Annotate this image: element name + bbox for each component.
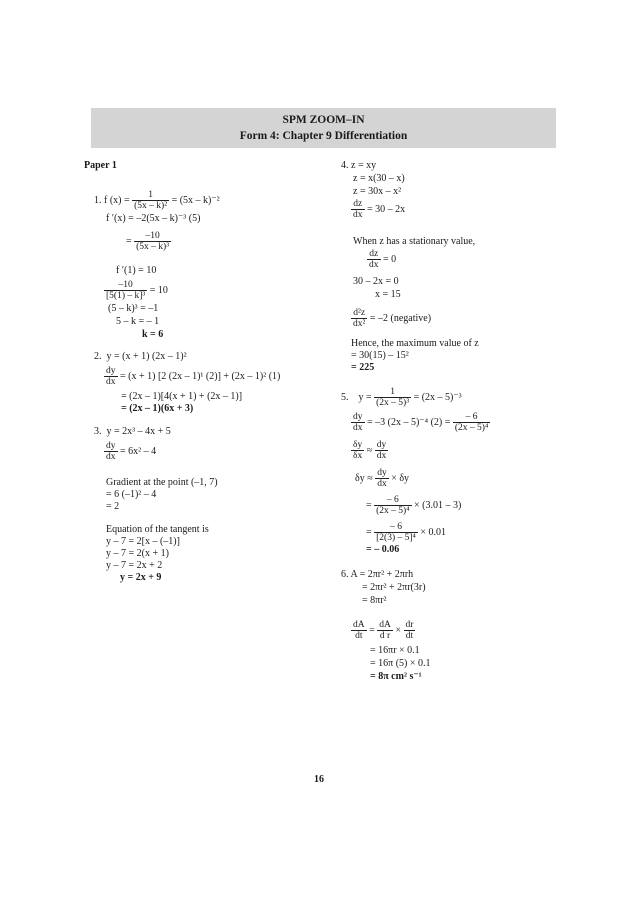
header-title: SPM ZOOM–IN [282, 114, 365, 126]
q6-chain-rule [351, 620, 415, 641]
q5-dy2-fraction [375, 468, 389, 489]
q6-number: 6. [341, 569, 349, 580]
q3-dy: dy [106, 441, 116, 451]
q5-y-rhs: = (2x – 5)⁻³ [413, 391, 462, 403]
q5-dydx-delta [351, 440, 364, 461]
q1-step3: (5 – k)³ = –1 [108, 303, 159, 314]
q6-dt2: dt [405, 631, 414, 641]
q2-answer: = (2x – 1)(6x + 3) [121, 403, 194, 414]
q4-l8: = –2 (negative) [369, 312, 432, 324]
q1-number: 1. [94, 194, 102, 206]
q4-l6: 30 – 2x = 0 [353, 276, 399, 287]
q4-derivative [351, 199, 405, 220]
q3-tangent-2: y – 7 = 2(x + 1) [106, 548, 169, 559]
q1-fp2-den: (5x – k)³ [136, 242, 170, 252]
q1-f-den: (5x – k)² [134, 201, 168, 211]
q5-answer: = – 0.06 [366, 544, 400, 555]
page-header [91, 108, 556, 148]
q5-s2-fraction [374, 522, 418, 543]
q3-number: 3. [94, 426, 102, 437]
q4-answer: = 225 [351, 362, 375, 373]
q4-dz2: dz [367, 249, 381, 260]
q2-dy: dy [106, 366, 116, 376]
q3-tangent-3: y – 7 = 2x + 2 [106, 560, 163, 571]
q6-l1: A = 2πr² + 2πrh [350, 569, 414, 580]
q5-dx: dx [353, 423, 363, 433]
q5-delta-y: δy [353, 440, 363, 450]
q5-y-den: (2x – 5)³ [376, 398, 410, 408]
q5-substitute-1 [366, 495, 461, 516]
q5-y-lhs: y = [358, 391, 372, 403]
q4-l2: z = x(30 – x) [353, 173, 405, 184]
q5-derivative-expr: = –3 (2x – 5)⁻⁴ (2) = [367, 416, 451, 428]
q1-fp2-fraction [134, 231, 171, 252]
q4-d2z: d²z [351, 308, 367, 319]
q5-dr-dx: dx [376, 451, 387, 461]
paper-label: Paper 1 [84, 160, 117, 171]
q2-dx: dx [106, 377, 116, 387]
q6-line1 [341, 569, 413, 580]
q4-stationary-text: When z has a stationary value, [353, 236, 476, 247]
q5-dy: dy [353, 412, 363, 422]
q1-fp2-eq: = [126, 235, 132, 247]
q5-y-num: 1 [374, 387, 411, 398]
q1-fprime-simplified [126, 231, 171, 252]
q3-tangent-text: Equation of the tangent is [106, 524, 209, 535]
q3-dx: dx [106, 452, 116, 462]
q5-small-change [355, 468, 409, 489]
q1-f1b-den: [5(1) – k]³ [106, 291, 146, 301]
q4-l9: = 30(15) – 15² [351, 350, 409, 361]
q5-s1-fraction [374, 495, 411, 516]
q1-f-lhs: f (x) = [104, 194, 130, 206]
q5-dydx-deriv [375, 440, 389, 461]
q2-line1 [94, 351, 187, 362]
q3-gradient-1: = 6 (–1)² – 4 [106, 489, 157, 500]
q4-dx2: dx [369, 260, 379, 270]
q6-dadr [377, 620, 393, 641]
q6-dadt [351, 620, 367, 641]
q5-line1 [341, 387, 462, 408]
q1-f1b-num: –10 [104, 280, 147, 291]
q1-answer: k = 6 [142, 329, 164, 340]
q3-answer: y = 2x + 9 [120, 572, 162, 583]
q6-dr2: dr [405, 620, 414, 630]
q2-function: y = (x + 1) (2x – 1)² [106, 351, 187, 362]
q6-l2: = 2πr² + 2πr(3r) [362, 582, 426, 593]
q3-derivative [104, 441, 156, 462]
q4-line1 [341, 160, 376, 171]
q6-l4: = 16πr × 0.1 [370, 645, 420, 656]
q3-gradient-2: = 2 [106, 501, 120, 512]
q1-fp2-num: –10 [134, 231, 171, 242]
q5-derivative [351, 412, 490, 433]
q5-s1-den: (2x – 5)⁴ [376, 506, 410, 516]
q4-l3: z = 30x – x² [353, 186, 402, 197]
q4-l7: x = 15 [375, 289, 401, 300]
q2-derivative [104, 366, 280, 387]
q4-max-text: Hence, the maximum value of z [351, 338, 479, 349]
q3-derivative-expr: = 6x² – 4 [120, 445, 157, 457]
q3-dydx [104, 441, 118, 462]
q6-answer: = 8π cm² s⁻¹ [370, 671, 422, 682]
q2-dydx [104, 366, 118, 387]
q4-second-derivative [351, 308, 431, 329]
q4-l1: z = xy [351, 160, 377, 171]
q5-s1-rhs: × (3.01 – 3) [414, 499, 462, 511]
q1-f1b-fraction [104, 280, 147, 301]
q4-dz: dz [351, 199, 365, 210]
q6-dt: dt [355, 631, 363, 641]
q5-dr-dy: dy [376, 440, 387, 450]
q6-dr: d r [379, 631, 391, 641]
page-number: 16 [314, 774, 324, 785]
q3-function: y = 2x³ – 4x + 5 [106, 426, 171, 437]
q1-f-rhs: = (5x – k)⁻² [171, 194, 220, 206]
q5-s1-eq: = [366, 499, 372, 511]
q3-line1 [94, 426, 171, 437]
q2-number: 2. [94, 351, 102, 362]
q4-dzdx [351, 199, 365, 220]
q4-dx: dx [353, 210, 363, 220]
q5-d-den: (2x – 5)⁴ [454, 423, 489, 433]
q5-dy2-rhs: × δy [391, 472, 410, 484]
q1-f1b [104, 280, 168, 301]
q3-gradient-text: Gradient at the point (–1, 7) [106, 477, 218, 488]
q5-s1-num: – 6 [374, 495, 411, 506]
q5-dy2-den: dx [377, 479, 387, 489]
q1-f-fraction [132, 190, 169, 211]
q6-l5: = 16π (5) × 0.1 [370, 658, 431, 669]
header-subtitle: Form 4: Chapter 9 Differentiation [239, 130, 408, 142]
q5-s2-den: [2(3) – 5]⁴ [376, 533, 416, 543]
q5-dydx [351, 412, 365, 433]
q3-tangent-1: y – 7 = 2[x – (–1)] [106, 536, 180, 547]
q4-l5: = 0 [383, 253, 397, 265]
q4-dx2-sq: dx² [353, 319, 366, 329]
q6-l3: = 8πr² [362, 595, 387, 606]
q1-line1 [94, 190, 220, 211]
q5-y-fraction [374, 387, 411, 408]
q4-number: 4. [341, 160, 349, 171]
q6-eq: = [369, 624, 375, 636]
q5-delta-approx [351, 440, 388, 461]
q1-f1b-rhs: = 10 [149, 284, 168, 296]
q4-stationary-eq [367, 249, 396, 270]
q5-s2-rhs: × 0.01 [420, 526, 446, 538]
q1-f-num: 1 [132, 190, 169, 201]
q5-s2-num: – 6 [374, 522, 418, 533]
q5-d-num: – 6 [453, 412, 490, 423]
q5-s2-eq: = [366, 526, 372, 538]
q5-dy2-lhs: δy ≈ [355, 472, 373, 484]
q5-substitute-2 [366, 522, 446, 543]
q4-dzdx-2 [367, 249, 381, 270]
q5-approx: ≈ [366, 444, 373, 456]
q1-step4: 5 – k = – 1 [116, 316, 160, 327]
q2-derivative-expr: = (x + 1) [2 (2x – 1)¹ (2)] + (2x – 1)² (1) [120, 370, 281, 382]
q5-dy2-num: dy [377, 468, 387, 478]
q6-da2: dA [379, 620, 391, 630]
q6-drdt [404, 620, 416, 641]
q4-d2zdx2 [351, 308, 367, 329]
q5-delta-x: δx [353, 451, 363, 461]
q5-number: 5. [341, 391, 349, 403]
q1-f1: f ′(1) = 10 [116, 265, 157, 276]
q6-times: × [395, 624, 402, 636]
q5-derivative-fraction [453, 412, 490, 433]
q6-da: dA [353, 620, 365, 630]
q4-l4: = 30 – 2x [367, 203, 406, 215]
q1-fprime: f ′(x) = –2(5x – k)⁻³ (5) [106, 213, 201, 224]
q2-line3: = (2x – 1)[4(x + 1) + (2x – 1)] [121, 391, 243, 402]
